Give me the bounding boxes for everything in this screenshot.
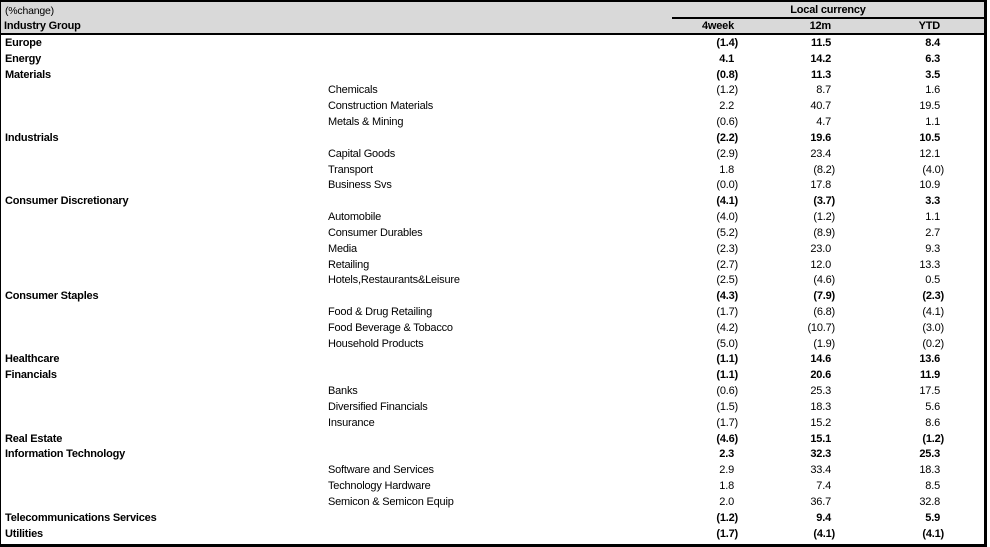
- industry-label: Technology Hardware: [328, 480, 431, 493]
- industry-label: Consumer Staples: [5, 290, 99, 303]
- industry-label: Food & Drug Retailing: [328, 305, 433, 318]
- value-ytd: 5.6: [925, 400, 940, 413]
- value-12m: 20.6: [810, 369, 831, 382]
- value-4week: (1.5): [716, 400, 738, 413]
- value-12m: 36.7: [810, 495, 831, 508]
- industry-group-column-header: Industry Group: [4, 20, 81, 32]
- value-ytd: 3.5: [925, 68, 940, 81]
- value-4week: (4.6): [716, 432, 738, 445]
- industry-label: Capital Goods: [328, 147, 396, 160]
- table-row: [1, 225, 984, 241]
- industry-label: Construction Materials: [328, 100, 434, 113]
- value-12m: 11.3: [810, 68, 831, 81]
- value-4week: (2.5): [716, 274, 738, 287]
- table-row: [1, 209, 984, 225]
- table-body: [1, 35, 984, 542]
- value-ytd: 12.1: [919, 147, 940, 160]
- value-4week: 2.0: [719, 495, 734, 508]
- header-row-currency: [1, 2, 984, 19]
- value-12m: (6.8): [813, 305, 835, 318]
- table-row: [1, 130, 984, 146]
- value-ytd: 3.3: [925, 195, 940, 208]
- value-4week: (1.1): [716, 369, 738, 382]
- value-ytd: (1.2): [922, 432, 944, 445]
- value-ytd: 1.1: [925, 211, 940, 224]
- table-row: [1, 447, 984, 463]
- value-ytd: 1.1: [925, 116, 940, 129]
- value-4week: (1.7): [716, 416, 738, 429]
- table-row: [1, 304, 984, 320]
- value-4week: (4.2): [716, 321, 738, 334]
- value-ytd: 13.3: [919, 258, 940, 271]
- value-ytd: 25.3: [919, 448, 940, 461]
- value-ytd: 17.5: [919, 385, 940, 398]
- value-4week: (5.2): [716, 226, 738, 239]
- industry-label: Retailing: [328, 258, 370, 271]
- value-12m: (1.9): [813, 337, 835, 350]
- industry-label: Metals & Mining: [328, 116, 404, 129]
- value-12m: 15.1: [810, 432, 831, 445]
- value-4week: (2.7): [716, 258, 738, 271]
- value-12m: 4.7: [816, 116, 831, 129]
- value-4week: (4.0): [716, 211, 738, 224]
- table-row: [1, 478, 984, 494]
- value-ytd: (4.1): [922, 527, 944, 540]
- table-row: [1, 494, 984, 510]
- value-12m: 17.8: [810, 179, 831, 192]
- value-12m: (4.6): [813, 274, 835, 287]
- value-12m: 14.2: [810, 52, 831, 65]
- value-12m: (4.1): [813, 527, 835, 540]
- value-4week: (4.3): [716, 290, 738, 303]
- table-row: [1, 257, 984, 273]
- value-ytd: 19.5: [919, 100, 940, 113]
- value-4week: 4.1: [719, 52, 734, 65]
- value-4week: (2.3): [716, 242, 738, 255]
- industry-label: Consumer Discretionary: [5, 195, 129, 208]
- table-row: [1, 462, 984, 478]
- value-ytd: 8.4: [925, 36, 940, 49]
- table-row: [1, 336, 984, 352]
- column-header-4week: 4week: [701, 20, 734, 32]
- table-row: [1, 98, 984, 114]
- value-4week: (5.0): [716, 337, 738, 350]
- value-4week: (4.1): [716, 195, 738, 208]
- value-4week: 1.8: [719, 480, 734, 493]
- value-12m: 33.4: [810, 464, 831, 477]
- industry-label: Hotels,Restaurants&Leisure: [328, 274, 460, 287]
- value-12m: 25.3: [810, 385, 831, 398]
- value-12m: (10.7): [807, 321, 835, 334]
- industry-label: Real Estate: [5, 432, 63, 445]
- table-row: [1, 82, 984, 98]
- industry-label: Financials: [5, 369, 57, 382]
- value-ytd: 8.5: [925, 480, 940, 493]
- industry-label: Diversified Financials: [328, 400, 428, 413]
- industry-label: Business Svs: [328, 179, 392, 192]
- table-row: [1, 162, 984, 178]
- value-ytd: 5.9: [925, 511, 940, 524]
- value-4week: (1.7): [716, 305, 738, 318]
- value-ytd: 10.5: [919, 131, 940, 144]
- value-12m: 8.7: [816, 84, 831, 97]
- table-row: [1, 431, 984, 447]
- table-row: [1, 193, 984, 209]
- value-4week: (0.6): [716, 116, 738, 129]
- value-12m: 9.4: [816, 511, 831, 524]
- table-row: [1, 288, 984, 304]
- value-4week: (1.1): [716, 353, 738, 366]
- value-12m: (8.9): [813, 226, 835, 239]
- value-4week: 2.9: [719, 464, 734, 477]
- value-12m: (1.2): [813, 211, 835, 224]
- value-ytd: (4.1): [922, 305, 944, 318]
- value-12m: 40.7: [810, 100, 831, 113]
- industry-label: Europe: [5, 36, 42, 49]
- value-ytd: 0.5: [925, 274, 940, 287]
- value-4week: (1.4): [716, 36, 738, 49]
- industry-label: Automobile: [328, 211, 382, 224]
- value-12m: (8.2): [813, 163, 835, 176]
- industry-label: Information Technology: [5, 448, 126, 461]
- industry-label: Materials: [5, 68, 51, 81]
- percent-change-note: (%change): [5, 4, 54, 17]
- industry-label: Utilities: [5, 527, 43, 540]
- industry-label: Banks: [328, 385, 358, 398]
- industry-label: Media: [328, 242, 357, 255]
- industry-label: Software and Services: [328, 464, 434, 477]
- value-4week: (1.7): [716, 527, 738, 540]
- table-row: [1, 241, 984, 257]
- table-row: [1, 383, 984, 399]
- value-ytd: 2.7: [925, 226, 940, 239]
- industry-label: Insurance: [328, 416, 375, 429]
- table-row: [1, 352, 984, 368]
- value-12m: (7.9): [813, 290, 835, 303]
- value-12m: 7.4: [816, 480, 831, 493]
- value-ytd: (2.3): [922, 290, 944, 303]
- industry-label: Household Products: [328, 337, 424, 350]
- industry-label: Transport: [328, 163, 373, 176]
- table-row: [1, 35, 984, 51]
- industry-label: Semicon & Semicon Equip: [328, 495, 454, 508]
- table-row: [1, 415, 984, 431]
- table-row: [1, 177, 984, 193]
- table-row: [1, 114, 984, 130]
- industry-label: Energy: [5, 52, 42, 65]
- value-ytd: (0.2): [922, 337, 944, 350]
- value-4week: (2.9): [716, 147, 738, 160]
- value-4week: (0.8): [716, 68, 738, 81]
- value-4week: (1.2): [716, 84, 738, 97]
- value-ytd: (3.0): [922, 321, 944, 334]
- value-4week: (2.2): [716, 131, 738, 144]
- value-ytd: 18.3: [919, 464, 940, 477]
- value-4week: (0.0): [716, 179, 738, 192]
- value-12m: 15.2: [810, 416, 831, 429]
- value-4week: 1.8: [719, 163, 734, 176]
- industry-label: Chemicals: [328, 84, 378, 97]
- industry-label: Telecommunications Services: [5, 511, 157, 524]
- value-4week: (1.2): [716, 511, 738, 524]
- value-ytd: 13.6: [919, 353, 940, 366]
- table-header: [1, 2, 984, 35]
- table-row: [1, 146, 984, 162]
- table-row: [1, 367, 984, 383]
- value-4week: 2.2: [719, 100, 734, 113]
- table-row: [1, 510, 984, 526]
- value-ytd: 9.3: [925, 242, 940, 255]
- value-12m: 14.6: [810, 353, 831, 366]
- value-12m: 19.6: [810, 131, 831, 144]
- value-ytd: (4.0): [922, 163, 944, 176]
- table-row: [1, 272, 984, 288]
- table-row: [1, 526, 984, 542]
- table-row: [1, 51, 984, 67]
- table-row: [1, 320, 984, 336]
- value-12m: 12.0: [810, 258, 831, 271]
- table-row: [1, 399, 984, 415]
- value-12m: 11.5: [810, 36, 831, 49]
- value-ytd: 11.9: [919, 369, 940, 382]
- local-currency-span-header: Local currency: [672, 2, 984, 19]
- column-header-ytd: YTD: [918, 20, 940, 32]
- value-4week: (0.6): [716, 385, 738, 398]
- value-12m: 32.3: [810, 448, 831, 461]
- value-4week: 2.3: [719, 448, 734, 461]
- industry-label: Healthcare: [5, 353, 60, 366]
- table-row: [1, 67, 984, 83]
- value-12m: (3.7): [813, 195, 835, 208]
- value-ytd: 10.9: [919, 179, 940, 192]
- value-ytd: 1.6: [925, 84, 940, 97]
- value-ytd: 6.3: [925, 52, 940, 65]
- value-12m: 23.4: [810, 147, 831, 160]
- value-ytd: 8.6: [925, 416, 940, 429]
- value-12m: 23.0: [810, 242, 831, 255]
- industry-label: Food Beverage & Tobacco: [328, 321, 453, 334]
- column-header-12m: 12m: [809, 20, 831, 32]
- value-12m: 18.3: [810, 400, 831, 413]
- industry-label: Consumer Durables: [328, 226, 423, 239]
- header-row-columns: [1, 19, 984, 33]
- industry-label: Industrials: [5, 131, 59, 144]
- value-ytd: 32.8: [919, 495, 940, 508]
